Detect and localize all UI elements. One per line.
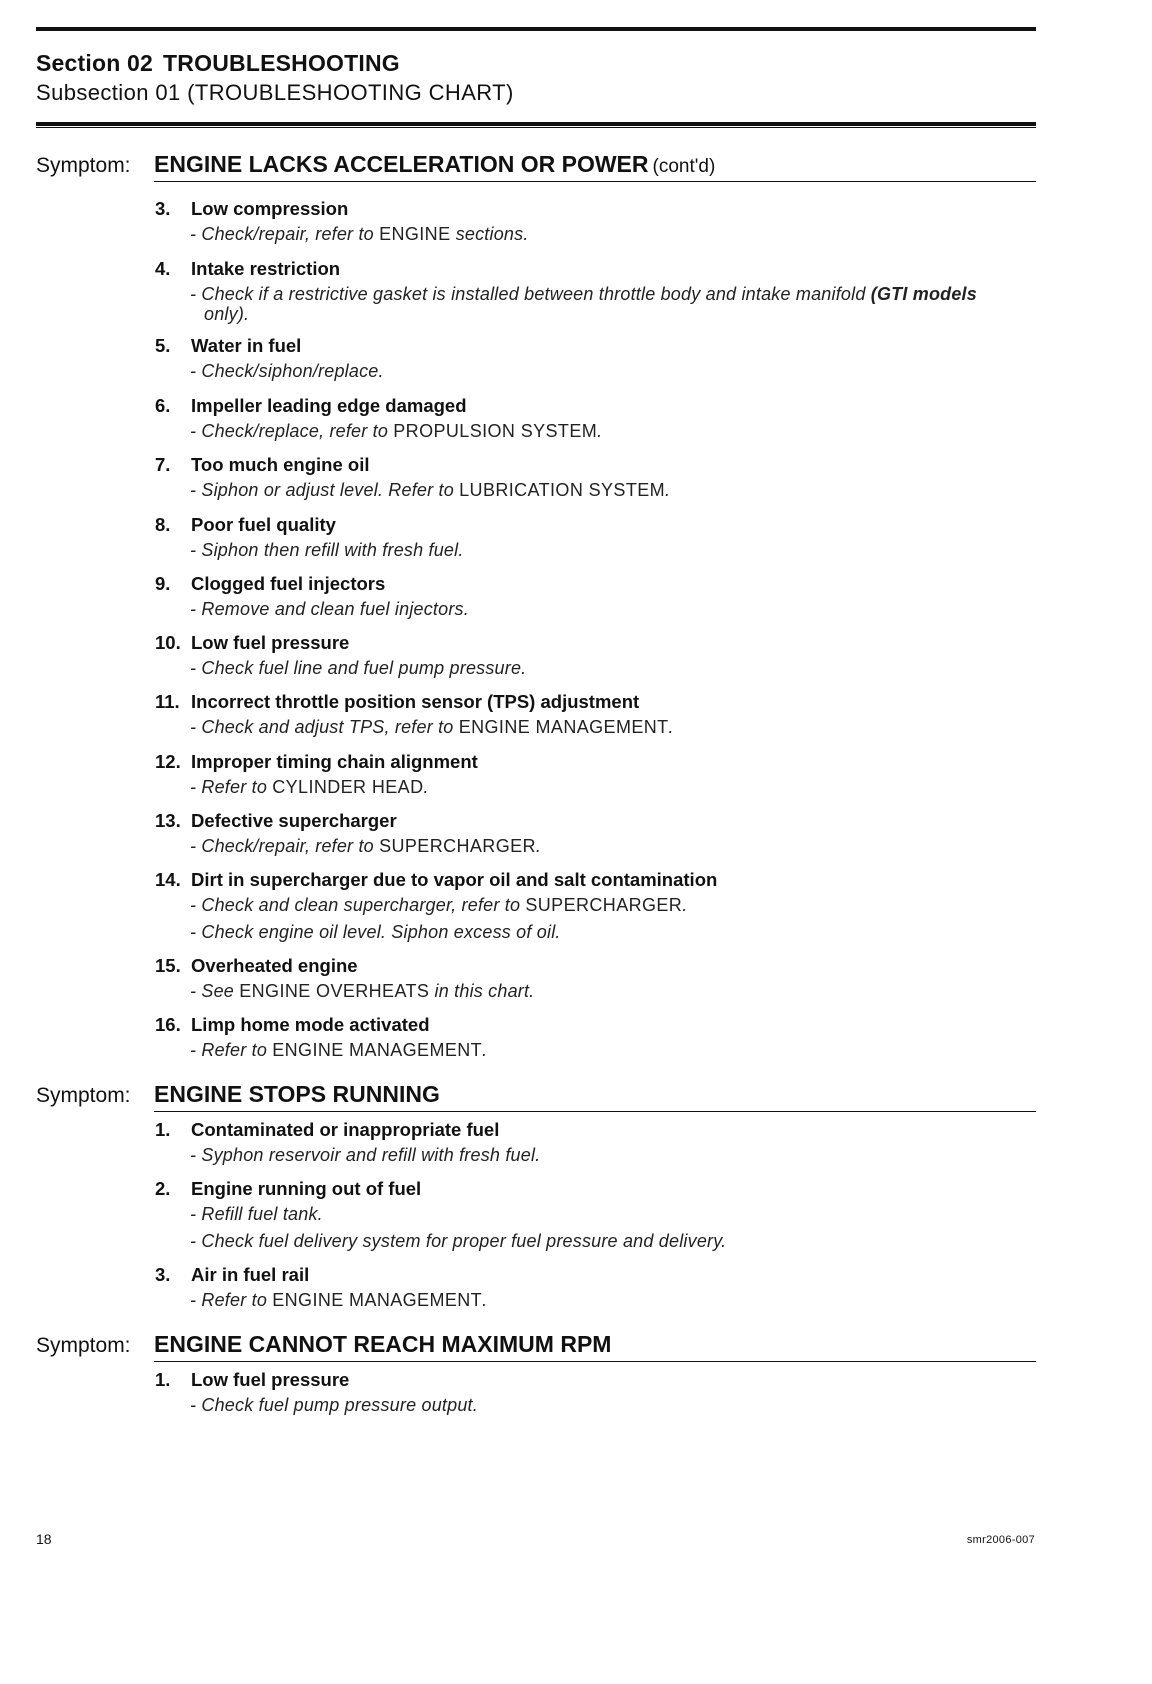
- cause-title: Contaminated or inappropriate fuel: [191, 1119, 500, 1140]
- cause-number: 4.: [155, 258, 171, 279]
- remedy-text: - See: [190, 981, 240, 1001]
- remedy-reference: ENGINE OVERHEATS: [239, 981, 430, 1001]
- remedy-emphasis: (GTI models: [870, 284, 977, 304]
- cause-item: [155, 1369, 349, 1391]
- cause-item: [155, 869, 717, 891]
- remedy-text-line2: only).: [204, 304, 250, 324]
- remedy-text: - Siphon or adjust level. Refer to: [190, 480, 460, 500]
- cause-number: 3.: [155, 1264, 171, 1285]
- remedy-text: - Check and clean supercharger, refer to: [190, 895, 526, 915]
- remedy-text-end: .: [535, 836, 542, 856]
- cause-number: 7.: [155, 454, 171, 475]
- symptom-title-text: ENGINE LACKS ACCELERATION OR POWER: [154, 151, 649, 177]
- symptom-underline: [154, 1111, 1036, 1113]
- cause-number: 8.: [155, 514, 171, 535]
- page-number: 18: [36, 1531, 52, 1547]
- cause-title: Defective supercharger: [191, 810, 397, 831]
- remedy-reference: SUPERCHARGER: [379, 836, 536, 856]
- cause-item: [155, 1178, 421, 1200]
- cause-title: Impeller leading edge damaged: [191, 395, 467, 416]
- cause-number: 15.: [155, 955, 181, 976]
- remedy-reference: CYLINDER HEAD: [272, 777, 424, 797]
- cause-item: [155, 955, 358, 977]
- symptom-label: Symptom:: [36, 154, 131, 177]
- cause-title: Low fuel pressure: [191, 1369, 350, 1390]
- remedy-text-end: sections.: [450, 224, 529, 244]
- remedy-reference: ENGINE MANAGEMENT: [272, 1040, 483, 1060]
- remedy-note: [190, 421, 1040, 442]
- remedy-note: [190, 658, 1040, 679]
- cause-number: 2.: [155, 1178, 171, 1199]
- cause-title: Low fuel pressure: [191, 632, 350, 653]
- cause-item: [155, 258, 340, 280]
- symptom-title: [154, 1081, 440, 1108]
- remedy-text: - Check engine oil level. Siphon excess of oil.: [190, 922, 561, 942]
- remedy-text-end: .: [668, 717, 674, 737]
- section-title: TROUBLESHOOTING: [163, 50, 400, 76]
- cause-item: [155, 454, 370, 476]
- cause-item: [155, 198, 348, 220]
- symptom-title-text: ENGINE STOPS RUNNING: [154, 1081, 440, 1107]
- symptom-title-suffix: (cont'd): [652, 156, 716, 177]
- cause-number: 13.: [155, 810, 181, 831]
- cause-item: [155, 1264, 309, 1286]
- cause-title: Low compression: [191, 198, 349, 219]
- symptom-label: Symptom:: [36, 1084, 131, 1107]
- cause-item: [155, 573, 385, 595]
- cause-item: [155, 335, 301, 357]
- cause-title: Dirt in supercharger due to vapor oil and salt contamination: [191, 869, 718, 890]
- remedy-reference: ENGINE: [379, 224, 451, 244]
- remedy-reference: PROPULSION SYSTEM: [393, 421, 598, 441]
- remedy-text: - Check fuel delivery system for proper fuel pressure and delivery.: [190, 1231, 727, 1251]
- remedy-text: - Check fuel pump pressure output.: [190, 1395, 478, 1415]
- remedy-text: - Check fuel line and fuel pump pressure.: [190, 658, 527, 678]
- section-heading: [36, 50, 400, 77]
- remedy-note: [190, 1204, 1040, 1225]
- symptom-title: [154, 1331, 611, 1358]
- remedy-text: - Check/replace, refer to: [190, 421, 394, 441]
- cause-item: [155, 1119, 499, 1141]
- remedy-text: - Check/repair, refer to: [190, 836, 380, 856]
- cause-title: Engine running out of fuel: [191, 1178, 422, 1199]
- remedy-reference: ENGINE MANAGEMENT: [458, 717, 669, 737]
- remedy-reference: SUPERCHARGER: [525, 895, 683, 915]
- remedy-text: - Refer to: [190, 1040, 273, 1060]
- remedy-text: - Check if a restrictive gasket is installed between throttle body and intake manifold: [190, 284, 871, 304]
- cause-title: Poor fuel quality: [191, 514, 336, 535]
- remedy-text: - Remove and clean fuel injectors.: [190, 599, 469, 619]
- remedy-note: [190, 224, 1040, 245]
- remedy-text: - Check and adjust TPS, refer to: [190, 717, 459, 737]
- remedy-note: [190, 1231, 1040, 1252]
- section-label: Section 02: [36, 50, 154, 76]
- cause-number: 14.: [155, 869, 181, 890]
- cause-title: Limp home mode activated: [191, 1014, 430, 1035]
- cause-title: Air in fuel rail: [191, 1264, 310, 1285]
- remedy-note: [190, 777, 1040, 798]
- remedy-note: [190, 922, 1040, 943]
- symptom-underline: [154, 181, 1036, 183]
- symptom-title-text: ENGINE CANNOT REACH MAXIMUM RPM: [154, 1331, 612, 1357]
- remedy-text: - Refer to: [190, 1290, 273, 1310]
- cause-number: 1.: [155, 1369, 171, 1390]
- cause-number: 11.: [155, 691, 180, 712]
- remedy-note: [190, 1290, 1040, 1311]
- header-top-rule: [36, 27, 1036, 31]
- remedy-text-end: .: [597, 421, 603, 441]
- remedy-text: - Siphon then refill with fresh fuel.: [190, 540, 464, 560]
- symptom-underline: [154, 1361, 1036, 1363]
- cause-number: 12.: [155, 751, 181, 772]
- remedy-text: - Refer to: [190, 777, 273, 797]
- cause-title: Water in fuel: [191, 335, 302, 356]
- remedy-text: - Refill fuel tank.: [190, 1204, 323, 1224]
- remedy-note: [190, 1395, 1040, 1416]
- subsection-heading: Subsection 01 (TROUBLESHOOTING CHART): [36, 80, 514, 105]
- cause-number: 16.: [155, 1014, 181, 1035]
- cause-item: [155, 632, 349, 654]
- cause-number: 9.: [155, 573, 171, 594]
- cause-item: [155, 1014, 430, 1036]
- cause-number: 6.: [155, 395, 171, 416]
- remedy-note: [190, 480, 1040, 501]
- remedy-text: - Check/siphon/replace.: [190, 361, 384, 381]
- cause-item: [155, 810, 397, 832]
- remedy-note: [190, 540, 1040, 561]
- cause-number: 5.: [155, 335, 171, 356]
- remedy-text-end: .: [682, 895, 688, 915]
- cause-title: Too much engine oil: [191, 454, 370, 475]
- symptom-header: [36, 1080, 1036, 1110]
- remedy-note: [190, 836, 1040, 857]
- cause-title: Intake restriction: [191, 258, 341, 279]
- remedy-reference: ENGINE MANAGEMENT: [272, 1290, 483, 1310]
- doc-code: smr2006-007: [966, 1534, 1035, 1546]
- remedy-note: [190, 981, 1040, 1002]
- remedy-text-end: .: [423, 777, 429, 797]
- remedy-text-end: .: [482, 1290, 488, 1310]
- header-bottom-rule: [36, 122, 1036, 126]
- remedy-text-end: in this chart.: [429, 981, 535, 1001]
- cause-title: Clogged fuel injectors: [191, 573, 386, 594]
- cause-title: Incorrect throttle position sensor (TPS) adjustment: [191, 691, 640, 712]
- cause-item: [155, 691, 639, 713]
- cause-title: Improper timing chain alignment: [191, 751, 478, 772]
- remedy-note: [190, 1040, 1040, 1061]
- cause-number: 10.: [155, 632, 181, 653]
- remedy-text: - Syphon reservoir and refill with fresh fuel.: [190, 1145, 541, 1165]
- remedy-reference: LUBRICATION SYSTEM: [459, 480, 666, 500]
- header-bottom-thin-rule: [36, 127, 1036, 128]
- cause-number: 1.: [155, 1119, 171, 1140]
- remedy-text-end: .: [665, 480, 671, 500]
- symptom-label: Symptom:: [36, 1334, 131, 1357]
- cause-number: 3.: [155, 198, 171, 219]
- symptom-header: [36, 150, 1036, 180]
- cause-item: [155, 395, 467, 417]
- remedy-note: [190, 284, 1040, 305]
- remedy-text-end: .: [482, 1040, 488, 1060]
- remedy-note: [190, 717, 1040, 738]
- remedy-note: [190, 895, 1040, 916]
- cause-item: [155, 751, 478, 773]
- remedy-text: - Check/repair, refer to: [190, 224, 380, 244]
- remedy-note: [190, 1145, 1040, 1166]
- cause-item: [155, 514, 336, 536]
- cause-title: Overheated engine: [191, 955, 358, 976]
- symptom-header: [36, 1330, 1036, 1360]
- remedy-note: [190, 361, 1040, 382]
- symptom-title: [154, 151, 715, 178]
- remedy-note-continued: [204, 304, 1054, 325]
- remedy-note: [190, 599, 1040, 620]
